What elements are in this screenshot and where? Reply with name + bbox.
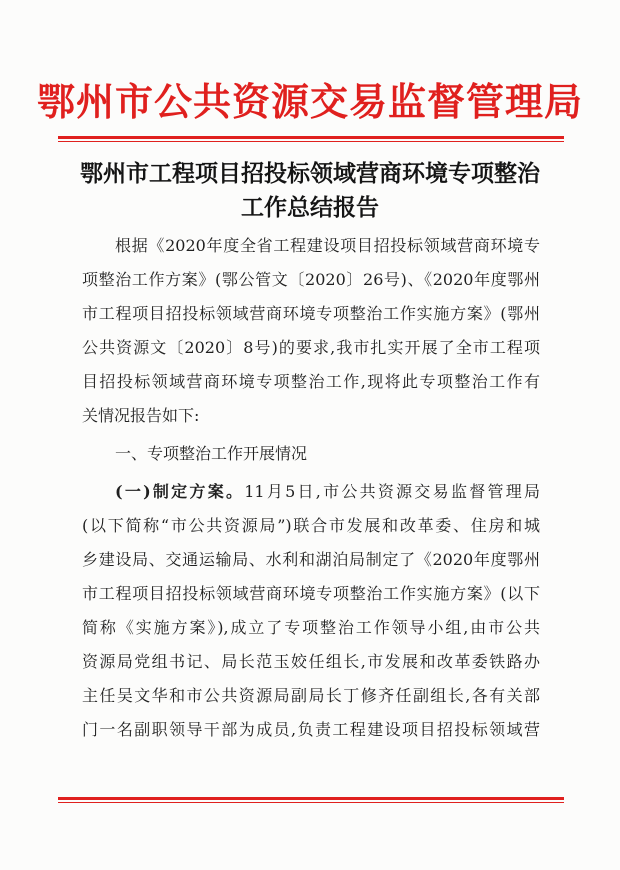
report-title-line-1: 鄂州市工程项目招投标领域营商环境专项整治	[80, 160, 540, 187]
footer-rule-thin	[58, 802, 564, 803]
intro-line: 公共资源文〔2020〕8号)的要求,我市扎实开展了全市工程项	[82, 338, 540, 357]
intro-line: 项整治工作方案》(鄂公管文〔2020〕26号)、《2020年度鄂州	[82, 270, 540, 289]
subsection-line: 乡建设局、交通运输局、水利和湖泊局制定了《2020年度鄂州	[82, 550, 540, 569]
subsection-line: 简称《实施方案》),成立了专项整治工作领导小组,由市公共	[82, 618, 540, 637]
subsection-line: 市工程项目招投标领域营商环境专项整治工作实施方案》(以下	[82, 584, 540, 603]
subsection-label: (一)制定方案。	[115, 482, 245, 501]
subsection-line: 门一名副职领导干部为成员,负责工程建设项目招投标领域营	[82, 720, 540, 739]
masthead-rule-thin	[58, 141, 564, 142]
masthead-rule-thick	[58, 136, 564, 139]
masthead-title: 鄂州市公共资源交易监督管理局	[36, 79, 583, 124]
subsection-line: 资源局党组书记、局长范玉姣任组长,市发展和改革委铁路办	[82, 652, 540, 671]
intro-line: 根据《2020年度全省工程建设项目招投标领域营商环境专	[115, 236, 540, 255]
subsection-line: (以下简称“市公共资源局”)联合市发展和改革委、住房和城	[82, 516, 540, 535]
subsection-first-line-text: 11月5日,市公共资源交易监督管理局	[244, 482, 540, 501]
intro-line: 市工程项目招投标领域营商环境专项整治工作实施方案》(鄂州	[82, 304, 540, 323]
subsection-line: 主任吴文华和市公共资源局副局长丁修齐任副组长,各有关部	[82, 686, 540, 705]
intro-line: 关情况报告如下:	[82, 406, 200, 425]
report-title-line-2: 工作总结报告	[241, 194, 379, 221]
subsection-first-line	[115, 475, 540, 509]
section-heading: 一、专项整治工作开展情况	[115, 444, 308, 463]
intro-line: 目招投标领域营商环境专项整治工作,现将此专项整治工作有	[82, 372, 540, 391]
footer-rule-thick	[58, 797, 564, 800]
